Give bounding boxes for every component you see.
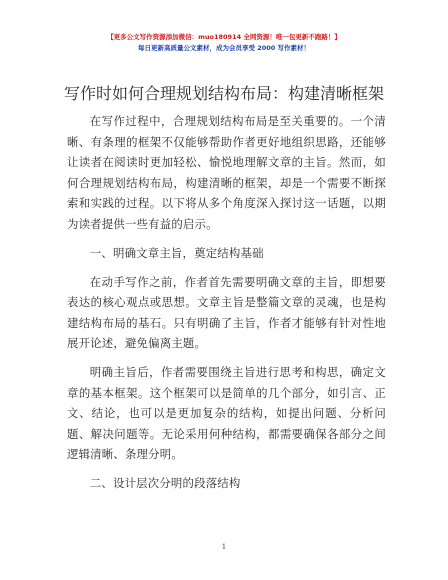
promo-banner-line-1: 【更多公文写作资源添加微信：muo180914 全网资源！唯一包更新不跑路！】 bbox=[107, 33, 341, 41]
document-body bbox=[67, 111, 386, 502]
document-title: 写作时如何合理规划结构布局：构建清晰框架 bbox=[63, 84, 384, 103]
section-1-paragraph-2: 明确主旨后，作者需要围绕主旨进行思考和构思，确定文章的基本框架。这个框架可以是简单的几个部分，如引言、正文、结论，也可以是更加复杂的结构，如提出问题、分析问题、解决问题等。无论采用何种结构，都需要确保各部分之间逻辑清晰、条理分明。 bbox=[67, 365, 386, 461]
page-number: 1 bbox=[221, 543, 227, 551]
promo-banner bbox=[0, 32, 448, 54]
intro-paragraph: 在写作过程中，合理规划结构布局是至关重要的。一个清晰、有条理的框架不仅能够帮助作者更好地组织思路，还能够让读者在阅读时更加轻松、愉悦地理解文章的主旨。然而，如何合理规划结构布局，构建清晰的框架，却是一个需要不断探索和实践的过程。以下将从多个角度深入探讨这一话题，以期为读者提供一些有益的启示。 bbox=[67, 114, 386, 231]
promo-banner-line-2: 每日更新高质量公文素材，成为会员享受 2000 写作素材！ bbox=[137, 44, 311, 52]
section-heading-1: 一、明确文章主旨，奠定结构基础 bbox=[89, 245, 264, 260]
section-1-paragraph-1: 在动手写作之前，作者首先需要明确文章的主旨，即想要表达的核心观点或思想。文章主旨是整篇文章的灵魂，也是构建结构布局的基石。只有明确了主旨，作者才能够有针对性地展开论述，避免偏离主题。 bbox=[67, 274, 386, 350]
section-heading-2: 二、设计层次分明的段落结构 bbox=[89, 476, 241, 490]
